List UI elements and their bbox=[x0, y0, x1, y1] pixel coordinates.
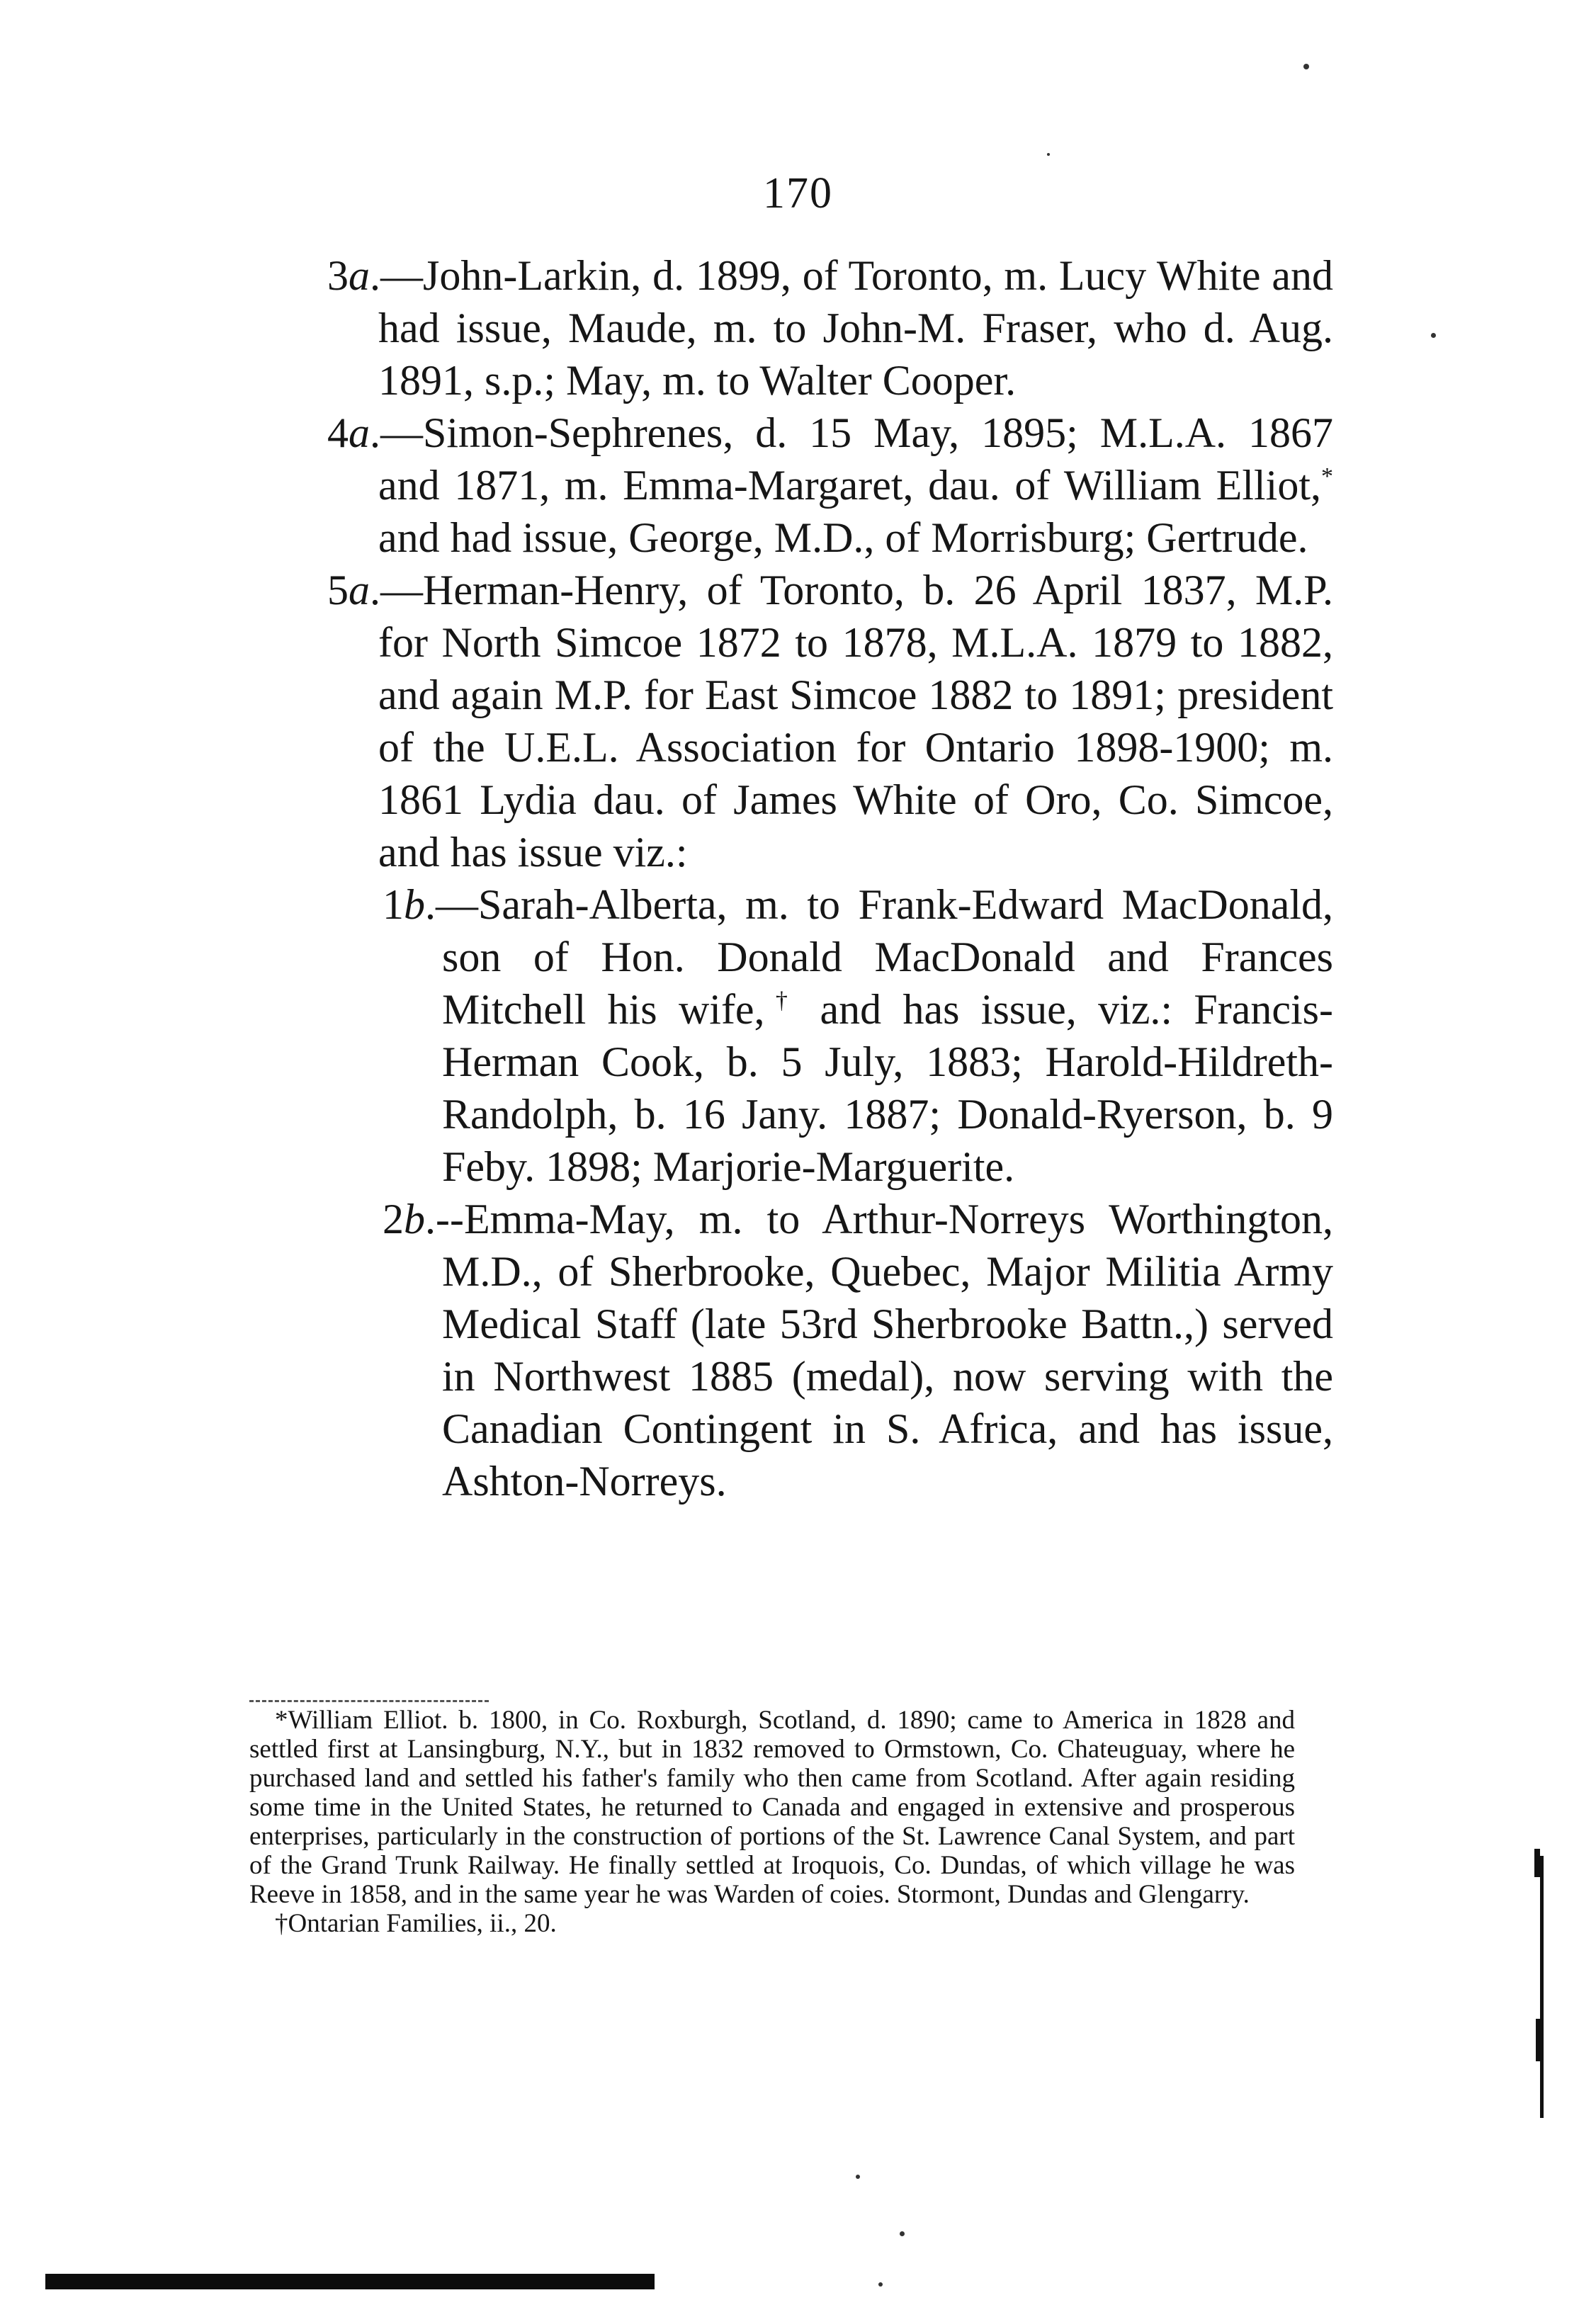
scan-edge-mark bbox=[1536, 2019, 1540, 2061]
footnotes bbox=[249, 1706, 1295, 1938]
entry-number: 5a bbox=[327, 567, 370, 613]
entry-text: .—Sarah-Alberta, m. to Frank-Edward MacDonald, son of Hon. Donald MacDonald and Frances Mitchell his wife, bbox=[425, 881, 1333, 1033]
entry-5a bbox=[327, 564, 1333, 878]
entry-3a bbox=[327, 249, 1333, 407]
footnote bbox=[249, 1706, 1295, 1909]
scan-edge-mark bbox=[1534, 1849, 1540, 1877]
footnote bbox=[249, 1909, 1295, 1938]
genealogy-entries bbox=[327, 249, 1333, 1507]
footnote-mark: * bbox=[275, 1706, 288, 1735]
entry-text: .—John-Larkin, d. 1899, of Toronto, m. Lucy White and had issue, Maude, m. to John-M. Fraser, who d. Aug. 1891, s.p.; May, m. to Walter Cooper. bbox=[370, 252, 1333, 404]
entry-number: 4a bbox=[327, 409, 370, 456]
scan-speck bbox=[856, 2175, 860, 2179]
footnote-divider bbox=[249, 1700, 489, 1702]
entry-text: .—Herman-Henry, of Toronto, b. 26 April 1837, M.P. for North Simcoe 1872 to 1878, M.L.A. 1879 to 1882, and again M.P. for East Simcoe 1882 to 1891; president of the U.E.L. Association for Ontario 1898-1900; m. 1861 Lydia dau. of James White of Oro, Co. Simcoe, and has issue viz.: bbox=[370, 567, 1333, 876]
entry-text: and has issue, viz.: Francis-Herman Cook, b. 5 July, 1883; Harold-Hildreth-Randolph, b. 16 Jany. 1887; Donald-Ryerson, b. 9 Feby. 1898; Marjorie-Marguerite. bbox=[442, 986, 1333, 1190]
entry-number: 3a bbox=[327, 252, 370, 299]
scan-speck bbox=[1431, 333, 1436, 338]
entry-number: 1b bbox=[383, 881, 425, 928]
entry-text: and had issue, George, M.D., of Morrisburg; Gertrude. bbox=[378, 514, 1308, 561]
entry-2b bbox=[383, 1193, 1333, 1507]
scan-edge-mark bbox=[1540, 1856, 1544, 2118]
entry-1b bbox=[383, 878, 1333, 1193]
entry-text: .—Simon-Sephrenes, d. 15 May, 1895; M.L.A. 1867 and 1871, m. Emma-Margaret, dau. of William Elliot, bbox=[370, 409, 1333, 509]
scan-bottom-edge bbox=[45, 2274, 655, 2289]
footnote-mark: † bbox=[764, 987, 799, 1014]
scan-speck bbox=[1303, 64, 1309, 69]
entry-4a bbox=[327, 407, 1333, 564]
entry-text: .--Emma-May, m. to Arthur-Norreys Worthington, M.D., of Sherbrooke, Quebec, Major Militia Army Medical Staff (late 53rd Sherbrooke Battn.,) served in Northwest 1885 (medal), now serving with the Canadian Contingent in S. Africa, and has issue, Ashton-Norreys. bbox=[425, 1196, 1333, 1505]
page-number: 170 bbox=[763, 169, 833, 217]
scan-speck bbox=[1047, 153, 1050, 156]
footnote-text: William Elliot. b. 1800, in Co. Roxburgh, Scotland, d. 1890; came to America in 1828 and settled first at Lansingburg, N.Y., but in 1832 removed to Ormstown, Co. Chateuguay, where he purchased land and settled his father's family who then came from Scotland. After again residing some time in the United States, he returned to Canada and engaged in extensive and prosperous enterprises, particularly in the construction of portions of the St. Lawrence Canal System, and part of the Grand Trunk Railway. He finally settled at Iroquois, Co. Dundas, of which village he was Reeve in 1858, and in the same year he was Warden of coies. Stormont, Dundas and Glengarry. bbox=[249, 1706, 1295, 1909]
scan-speck bbox=[878, 2282, 883, 2287]
entry-number: 2b bbox=[383, 1196, 425, 1242]
footnote-mark: * bbox=[1321, 463, 1333, 489]
scan-speck bbox=[900, 2231, 905, 2236]
footnote-text: Ontarian Families, ii., 20. bbox=[288, 1909, 557, 1938]
footnote-mark: † bbox=[275, 1909, 288, 1938]
